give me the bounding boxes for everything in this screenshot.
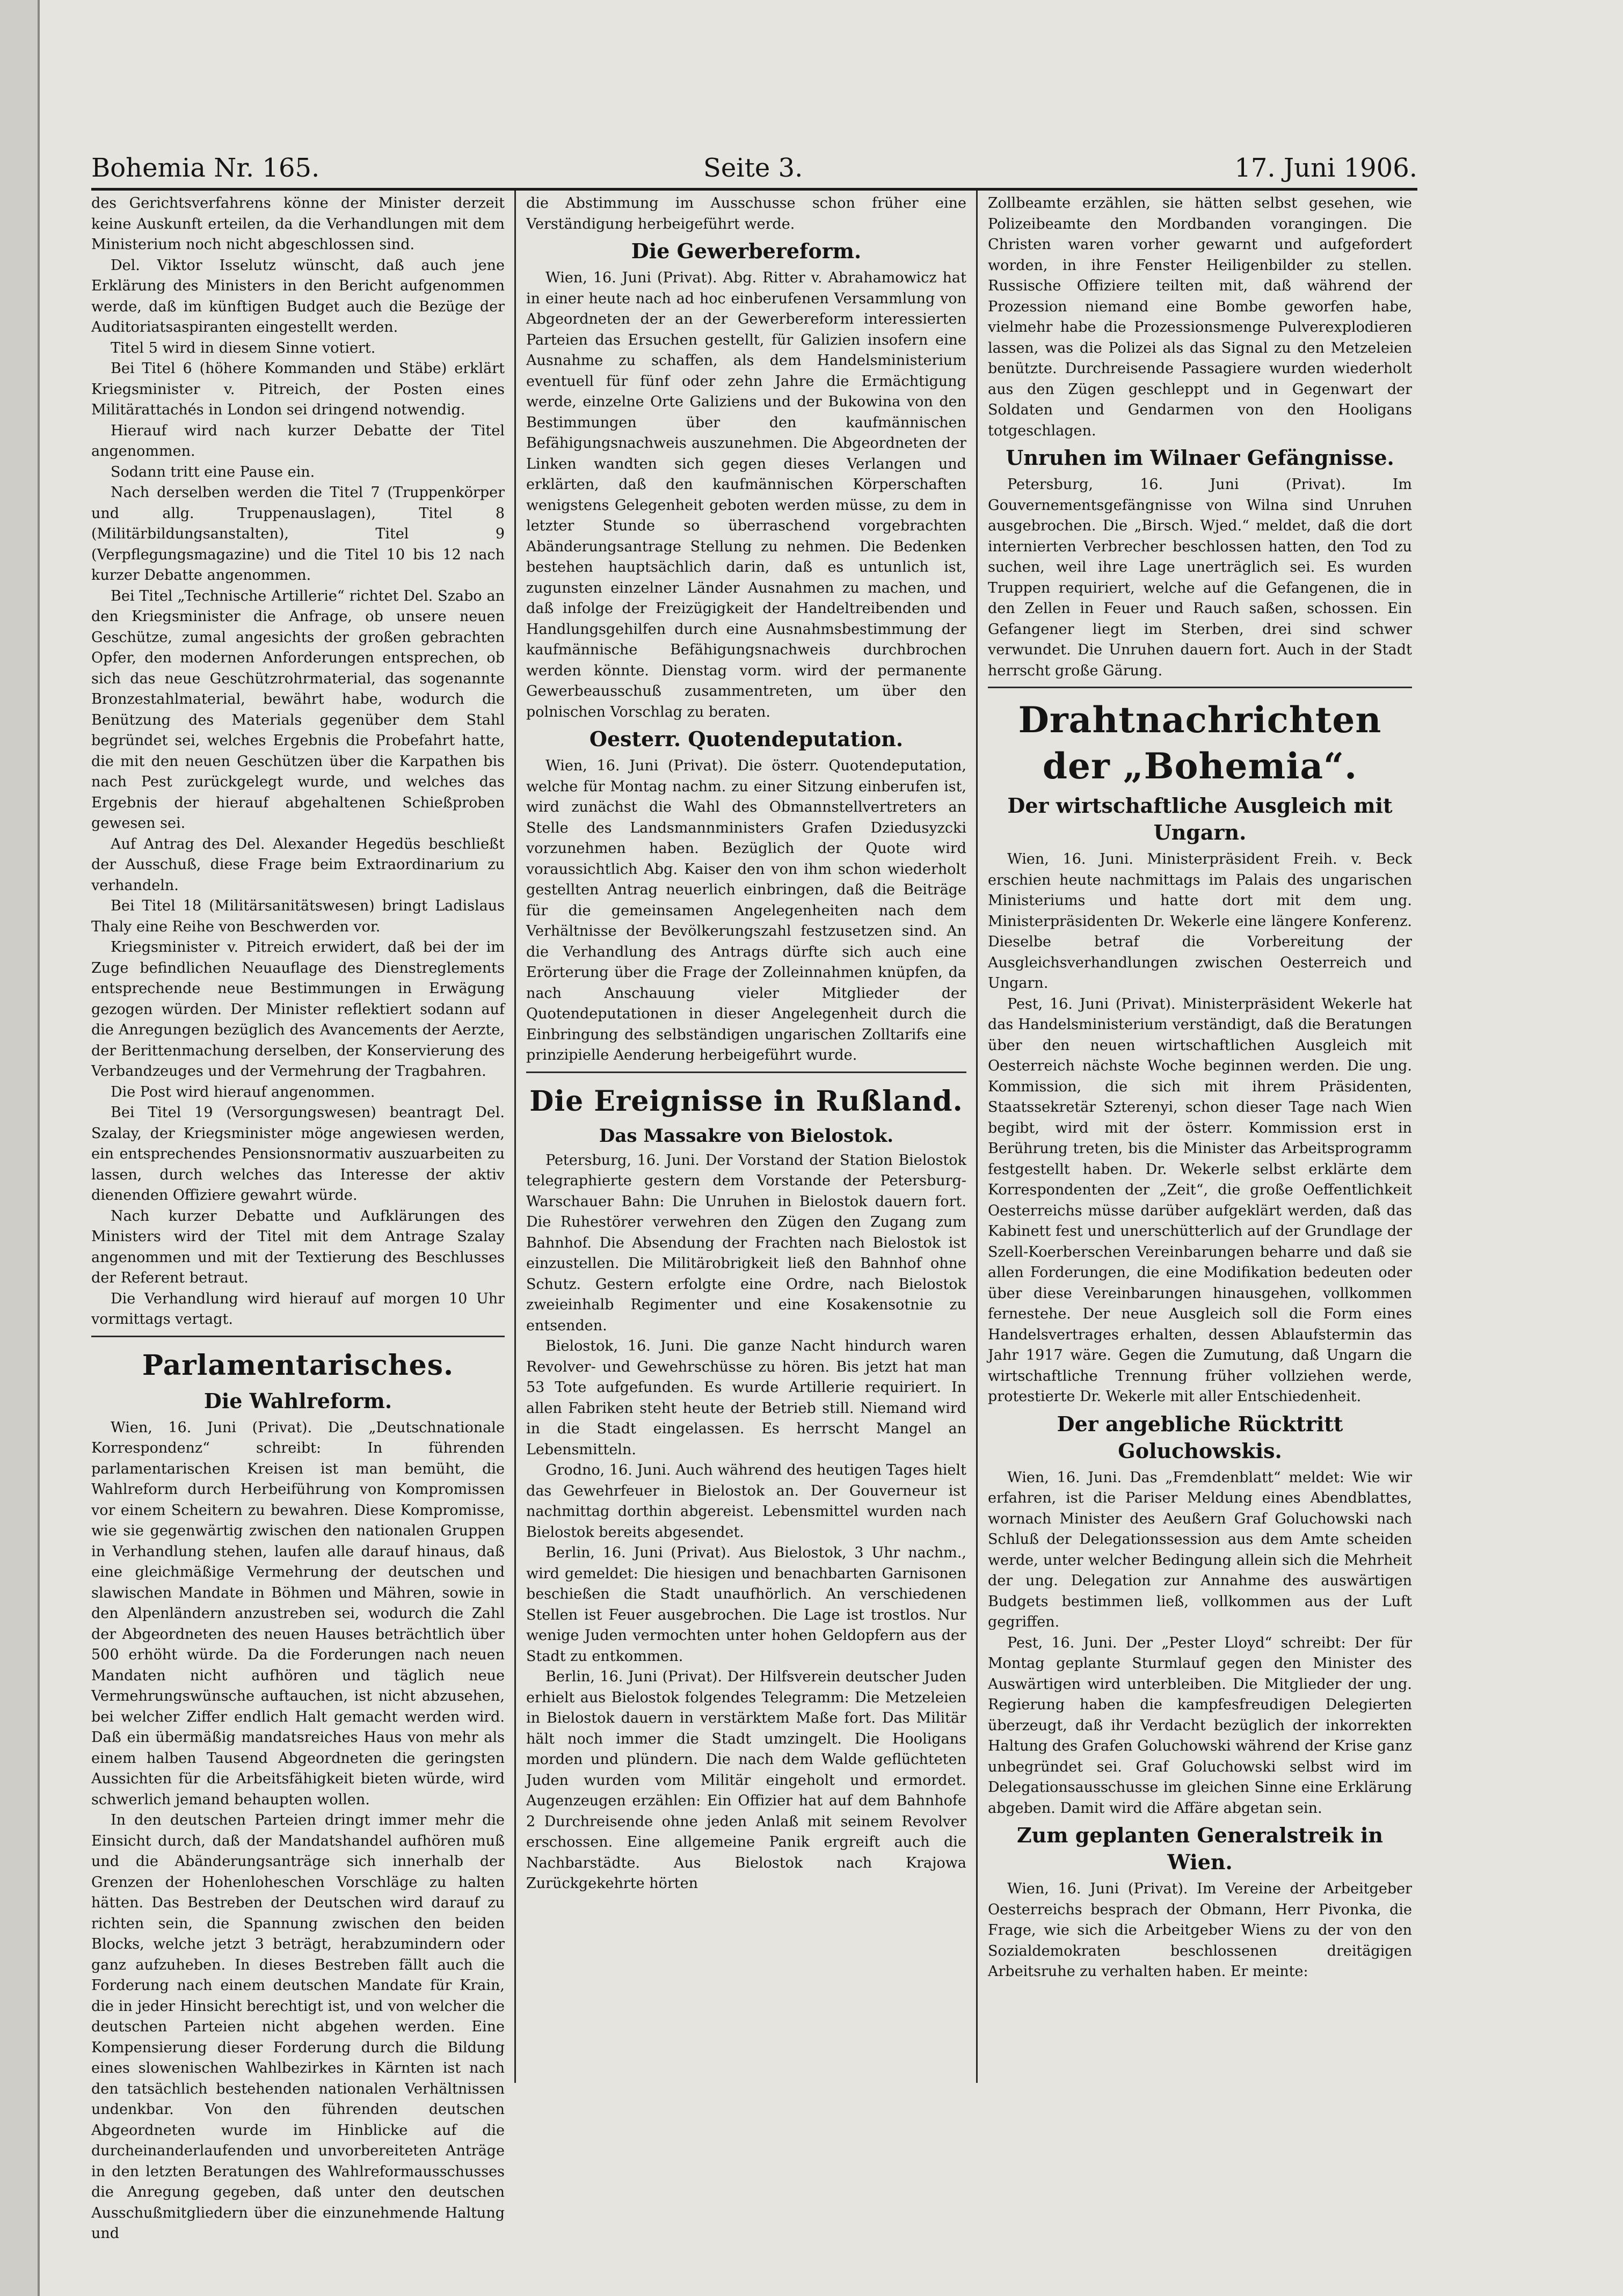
- paragraph: Bei Titel 18 (Militärsanitätswesen) bringt Ladislaus Thaly eine Reihe von Beschwerden vor.: [91, 898, 505, 935]
- subsection-heading: Die Wahlreform.: [203, 1388, 392, 1413]
- subsection-heading: Der wirtschaftliche Ausgleich mit Ungarn.: [1007, 793, 1393, 844]
- paragraph: Wien, 16. Juni (Privat). Im Vereine der Arbeitgeber Oesterreichs besprach der Obmann, Herr Pivonka, die Frage, wie sich die Arbeitgeber Wiens zu der von den Sozialdemokraten beschlossenen dreitägigen Arbeitsruhe zu verhalten haben. Er meinte:: [988, 1880, 1412, 1980]
- paragraph: Wien, 16. Juni. Das „Fremdenblatt“ meldet: Wie wir erfahren, ist die Pariser Meldung eines Abendblattes, wornach Minister des Aeußern Graf Goluchowski nach Schluß der Delegationssession aus dem Amte scheiden werde, unter welcher Bedingung allein sich die Mehrheit der ung. Delegation zur Annahme des auswärtigen Budgets bestimmen ließ, vollkommen aus der Luft gegriffen.: [988, 1469, 1412, 1630]
- paragraph: Auf Antrag des Del. Alexander Hegedüs beschließt der Ausschuß, diese Frage beim Extraordinarium zu verhandeln.: [91, 835, 505, 894]
- header-rule: [91, 188, 1417, 191]
- section-rule: [526, 1072, 966, 1073]
- paragraph: Petersburg, 16. Juni. Der Vorstand der Station Bielostok telegraphierte gestern dem Vorstande der Petersburg-Warschauer Bahn: Die Unruhen in Bielostok dauern fort. Die Ruhestörer verwehren den Zügen den Zugang zum Bahnhof. Die Absendung der Frachten nach Bielostok ist einzustellen. Die Militärobrigkeit ließ den Bahnhof ohne Schutz. Gestern erfolgte eine Ordre, nach Bielostok zweieinhalb Regimenter und eine Kosakensotnie zu entsenden.: [526, 1151, 966, 1334]
- paragraph: Nach derselben werden die Titel 7 (Truppenkörper und allg. Truppenauslagen), Titel 8 (Militärbildungsanstalten), Titel 9 (Verpflegungsmagazine) und die Titel 10 bis 12 nach kurzer Debatte angenommen.: [91, 484, 505, 584]
- column-divider: [976, 191, 978, 2083]
- page-edge-line: [38, 0, 40, 2296]
- section-heading: Die Ereignisse in Rußland.: [529, 1084, 963, 1118]
- paragraph: Wien, 16. Juni (Privat). Abg. Ritter v. Abrahamowicz hat in einer heute nach ad hoc einberufenen Versammlung von Abgeordneten der an der Gewerbereform interessierten Parteien das Ersuchen gestellt, für Galizien insofern eine Ausnahme zu schaffen, als dem Handelsministerium eventuell für fünf oder zehn Jahre die Ermächtigung werde, einzelne Orte Galiziens und der Bukowina von den Bestimmungen über den kaufmännischen Befähigungsnachweis auszunehmen. Die Abgeordneten der Linken wandten sich gegen dieses Verlangen und erklärten, daß den kaufmännischen Körperschaften wenigstens Gelegenheit geboten werden müsse, zu dem in letzter Stunde so überraschend vorgebrachten Abänderungsantrage Stellung zu nehmen. Die Bedenken bestehen hauptsächlich darin, daß es untunlich ist, zugunsten einzelner Länder Ausnahmen zu machen, und daß infolge der Freizügigkeit der Handeltreibenden und Handlungsgehilfen durch eine Ausnahmsbestimmung der kaufmännische Befähigungsnachweis durchbrochen werden könnte. Dienstag vorm. wird der permanente Gewerbeausschuß zusammentreten, um über den polnischen Vorschlag zu beraten.: [526, 269, 966, 720]
- scan-left-margin: [0, 0, 38, 2296]
- paragraph: Sodann tritt eine Pause ein.: [111, 463, 315, 480]
- paragraph: Bei Titel 19 (Versorgungswesen) beantragt Del. Szalay, der Kriegsminister möge angewiesen werden, ein entsprechendes Pensionsnormativ auszuarbeiten zu lassen, durch welches das Interesse der aktiv dienenden Offiziere gewahrt würde.: [91, 1104, 505, 1204]
- subsection-heading: Der angebliche Rücktritt Goluchowskis.: [1057, 1411, 1343, 1463]
- paragraph: Wien, 16. Juni (Privat). Die österr. Quotendeputation, welche für Montag nachm. zu einer Sitzung einberufen ist, wird zunächst die Wahl des Obmannstellvertreters an Stelle des Landsmannministers Grafen Dziedusyzcki vorzunehmen haben. Bezüglich der Quote wird voraussichtlich Abg. Kaiser den von ihm schon wiederholt gestellten Antrag neuerlich einbringen, daß die Beiträge für die gemeinsamen Angelegenheiten nach dem Verhältnisse der Bevölkerungszahl festzusetzen sind. An die Verhandlung des Antrags dürfte sich auch eine Erörterung über die Frage der Zolleinnahmen knüpfen, da nach Anschauung vieler Mitglieder der Quotendeputationen in dieser Angelegenheit durch die Einbringung des selbständigen ungarischen Zolltarifs eine prinzipielle Aenderung herbeigeführt wurde.: [526, 757, 966, 1063]
- paragraph: Die Verhandlung wird hierauf auf morgen 10 Uhr vormittags vertagt.: [91, 1290, 505, 1328]
- column-2: [526, 193, 966, 2083]
- paragraph: Die Post wird hierauf angenommen.: [111, 1083, 375, 1100]
- paragraph: Hierauf wird nach kurzer Debatte der Titel angenommen.: [91, 422, 505, 460]
- paragraph: Zollbeamte erzählen, sie hätten selbst gesehen, wie Polizeibeamte den Mordbanden vorangingen. Die Christen waren vorher gewarnt und aufgefordert worden, in ihre Fenster Heiligenbilder zu stellen. Russische Offiziere teilten mit, daß während der Prozession niemand eine Bombe geworfen habe, vielmehr habe die Prozessionsmenge Pulverexplodieren lassen, was die Polizei als das Signal zu den Metzeleien benützte. Durchreisende Passagiere wurden wiederholt aus den Zügen geschleppt und in Gegenwart der Soldaten und Gendarmen von den Hooligans totgeschlagen.: [988, 195, 1412, 439]
- paragraph: die Abstimmung im Ausschusse schon früher eine Verständigung herbeigeführt werde.: [526, 195, 966, 232]
- paragraph: Wien, 16. Juni (Privat). Die „Deutschnationale Korrespondenz“ schreibt: In führenden parlamentarischen Kreisen ist man bemüht, die Wahlreform durch Herbeiführung von Kompromissen vor einem Scheitern zu bewahren. Diese Kompromisse, wie sie gegenwärtig zwischen den nationalen Gruppen in Verhandlung stehen, laufen alle darauf hinaus, daß eine gleichmäßige Vermehrung der deutschen und slawischen Mandate in Böhmen und Mähren, sowie in den Alpenländern anzustreben sei, wodurch die Zahl der Abgeordneten des neuen Hauses beträchtlich über 500 erhöht würde. Da die Forderungen nach neuen Mandaten nicht aufhören und täglich neue Vermehrungswünsche auftauchen, ist nicht abzusehen, bei welcher Ziffer endlich Halt gemacht werden wird. Daß ein übermäßig mandatsreiches Haus von mehr als einem halben Tausend Abgeordneten die geringsten Aussichten für die Arbeitsfähigkeit bieten würde, wird schwerlich jemand behaupten wollen.: [91, 1419, 505, 1808]
- paragraph: In den deutschen Parteien dringt immer mehr die Einsicht durch, daß der Mandatshandel aufhören muß und die Abänderungsanträge sich innerhalb der Grenzen der Hohenloheschen Vorschläge zu halten hätten. Das Bestreben der Deutschen wird darauf zu richten sein, die Spannung zwischen den beiden Blocks, welche jetzt 3 beträgt, herabzumindern oder ganz aufzuheben. In dieses Bestreben fällt auch die Forderung nach einem deutschen Mandate für Krain, die in jeder Hinsicht berechtigt ist, und von welcher die deutschen Parteien nicht abgehen werden. Eine Kompensierung dieser Forderung durch die Bildung eines slowenischen Wahlbezirkes in Kärnten ist nach den tatsächlich bestehenden nationalen Verhältnissen undenkbar. Von den führenden deutschen Abgeordneten wurde im Hinblicke auf die durcheinanderlaufenden und unvorbereiteten Anträge in den letzten Beratungen des Wahlreformausschusses die Anregung gegeben, daß unter den deutschen Ausschußmitgliedern über die einzunehmende Haltung und: [91, 1812, 505, 2242]
- paragraph: Wien, 16. Juni. Ministerpräsident Freih. v. Beck erschien heute nachmittags im Palais des ungarischen Ministeriums und hatte dort mit dem ung. Ministerpräsidenten Dr. Wekerle eine längere Konferenz. Dieselbe betraf die Vorbereitung der Ausgleichsverhandlungen zwischen Oesterreich und Ungarn.: [988, 851, 1412, 992]
- paragraph: Pest, 16. Juni (Privat). Ministerpräsident Wekerle hat das Handelsministerium verständigt, daß die Beratungen über den neuen wirtschaftlichen Ausgleich mit Oesterreich nächste Woche beginnen werden. Die ung. Kommission, die sich mit ihrem Präsidenten, Staatssekretär Szterenyi, schon dieser Tage nach Wien begibt, wird mit der österr. Kommission erst in Berührung treten, bis die Minister das Arbeitsprogramm festgestellt haben. Dr. Wekerle selbst erklärte dem Korrespondenten der „Zeit“, die große Oeffentlichkeit Oesterreichs müsse darüber aufgeklärt werden, daß das Kabinett fest und unerschütterlich auf der Grundlage der Szell-Koerberschen Vereinbarungen beharre und daß sie allen Forderungen, die eine Modifikation bedeuten oder über diese Vereinbarungen hinausgehen, vollkommen fernestehe. Der neue Ausgleich soll die Form eines Handelsvertrages erhalten, dessen Ablaufstermin das Jahr 1917 wäre. Gegen die Zumutung, daß Ungarn die wirtschaftliche Trennung früher vollziehen werde, protestierte Dr. Wekerle mit aller Entschiedenheit.: [988, 995, 1412, 1405]
- page-header: [91, 153, 1417, 191]
- paragraph: Berlin, 16. Juni (Privat). Der Hilfsverein deutscher Juden erhielt aus Bielostok folgendes Telegramm: Die Metzeleien in Bielostok dauern in verstärktem Maße fort. Das Militär hält noch immer die Stadt umzingelt. Die Hooligans morden und plündern. Die nach dem Walde geflüchteten Juden wurden vom Militär eingeholt und ermordet. Augenzeugen erzählen: Ein Offizier hat auf dem Bahnhofe 2 Durchreisende ohne jeden Anlaß mit seinem Revolver erschossen. Eine allgemeine Panik ergreift auch die Nachbarstädte. Aus Bielostok nach Krajowa Zurückgekehrte hörten: [526, 1668, 966, 1892]
- section-heading: Drahtnachrichten der „Bohemia“.: [1018, 699, 1382, 787]
- column-1: [91, 193, 505, 2242]
- subsection-heading: Oesterr. Quotendeputation.: [589, 727, 904, 751]
- paragraph: des Gerichtsverfahrens könne der Minister derzeit keine Auskunft erteilen, da die Verhandlungen mit dem Ministerium noch nicht abgeschlossen sind.: [91, 195, 505, 253]
- paragraph: Bei Titel 6 (höhere Kommanden und Stäbe) erklärt Kriegsminister v. Pitreich, der Posten eines Militärattachés in London sei dringend notwendig.: [91, 360, 505, 418]
- subsection-heading: Unruhen im Wilnaer Gefängnisse.: [1006, 446, 1394, 470]
- header-paper-name: Bohemia Nr. 165.: [91, 153, 320, 183]
- paragraph: Bei Titel „Technische Artillerie“ richtet Del. Szabo an den Kriegsminister die Anfrage, ob unsere neuen Geschütze, zumal angesichts der großen gebrachten Opfer, den modernen Anforderungen entsprechen, ob sich das neue Geschützrohrmaterial, das sogenannte Bronzestahlmaterial, bewährt habe, wodurch die Benützung des Materials gegenüber dem Stahl begründet sei, welches Ergebnis die Probefahrt hatte, die mit den neuen Geschützen über die Karpathen bis nach Pest zurückgelegt wurde, und welches das Ergebnis der hierauf abgehaltenen Schießproben gewesen sei.: [91, 587, 505, 832]
- paragraph: Grodno, 16. Juni. Auch während des heutigen Tages hielt das Gewehrfeuer in Bielostok an. Der Gouverneur ist nachmittag dorthin abgereist. Lebensmittel wurden nach Bielostok bereits abgesendet.: [526, 1462, 966, 1541]
- subsection-heading: Das Massakre von Bielostok.: [599, 1125, 894, 1147]
- paragraph: Berlin, 16. Juni (Privat). Aus Bielostok, 3 Uhr nachm., wird gemeldet: Die hiesigen und benachbarten Garnisonen beschießen die Stadt unaufhörlich. An verschiedenen Stellen ist Feuer ausgebrochen. Die Lage ist trostlos. Nur wenige Juden vermochten unter hohen Geldopfern aus der Stadt zu entkommen.: [526, 1544, 966, 1665]
- subsection-heading: Die Gewerbereform.: [631, 239, 862, 263]
- paragraph: Petersburg, 16. Juni (Privat). Im Gouvernementsgefängnisse von Wilna sind Unruhen ausgebrochen. Die „Birsch. Wjed.“ meldet, daß die dort internierten Verbrecher beschlossen hatten, den Tod zu suchen, weil ihre Lage unerträglich sei. Es wurden Truppen requiriert, welche auf die Gefangenen, die in den Zellen in Feuer und Rauch saßen, schossen. Ein Gefangener liegt im Sterben, drei sind schwer verwundet. Die Unruhen dauern fort. Auch in der Stadt herrscht große Gärung.: [988, 476, 1412, 679]
- header-page-number: Seite 3.: [703, 153, 803, 183]
- subsection-heading: Zum geplanten Generalstreik in Wien.: [1016, 1823, 1384, 1874]
- column-divider: [514, 191, 516, 2083]
- column-3: [988, 193, 1412, 2083]
- section-rule: [91, 1336, 505, 1337]
- paragraph: Nach kurzer Debatte und Aufklärungen des Ministers wird der Titel mit dem Antrage Szalay angenommen und mit der Textierung des Beschlusses der Referent betraut.: [91, 1207, 505, 1286]
- header-date: 17. Juni 1906.: [1234, 153, 1417, 183]
- paragraph: Pest, 16. Juni. Der „Pester Lloyd“ schreibt: Der für Montag geplante Sturmlauf gegen den Minister des Auswärtigen wird unterbleiben. Die Mitglieder der ung. Regierung haben die kampfesfreudigen Delegierten überzeugt, daß ihr Verdacht bezüglich der inkorrekten Haltung des Grafen Goluchowski während der Krise ganz unbegründet sei. Graf Goluchowski selbst wird im Delegationsausschusse im gleichen Sinne eine Erklärung abgeben. Damit wird die Affäre abgetan sein.: [988, 1634, 1412, 1817]
- section-rule: [988, 687, 1412, 688]
- paragraph: Bielostok, 16. Juni. Die ganze Nacht hindurch waren Revolver- und Gewehrschüsse zu hören. Bis jetzt hat man 53 Tote aufgefunden. Es wurde Artillerie requiriert. In allen Fabriken steht heute der Betrieb still. Niemand wird in die Stadt eingelassen. Es herrscht Mangel an Lebensmitteln.: [526, 1338, 966, 1458]
- paragraph: Titel 5 wird in diesem Sinne votiert.: [111, 339, 376, 356]
- section-heading: Parlamentarisches.: [142, 1349, 454, 1382]
- paragraph: Del. Viktor Isselutz wünscht, daß auch jene Erklärung des Ministers in den Bericht aufgenommen werde, daß im künftigen Budget auch die Bezüge der Auditoriatsaspiranten eingestellt werden.: [91, 257, 505, 336]
- paragraph: Kriegsminister v. Pitreich erwidert, daß bei der im Zuge befindlichen Neuauflage des Dienstreglements entsprechende neue Bestimmungen in Erwägung gezogen würden. Der Minister reflektiert sodann auf die Anregungen bezüglich des Avancements der Aerzte, der Berittenmachung derselben, der Konservierung des Verbandzeuges und der Vermehrung der Tragbahren.: [91, 939, 505, 1080]
